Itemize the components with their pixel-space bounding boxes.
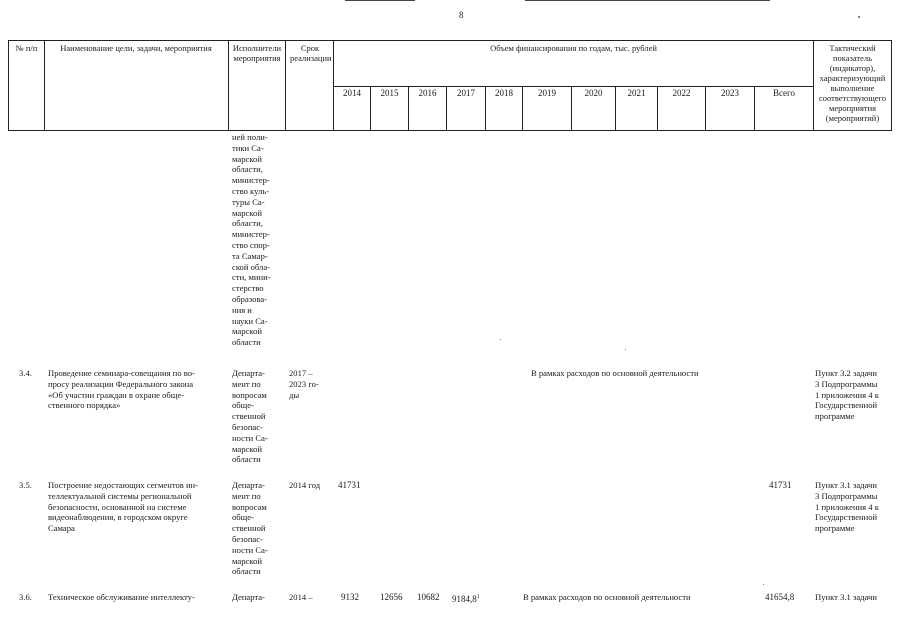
text-line: ности Са- bbox=[232, 432, 268, 443]
text-line: 3 Подпрограммы bbox=[815, 378, 878, 389]
row-executor bbox=[232, 480, 286, 577]
text-line: Пункт 3.2 задачи bbox=[815, 368, 877, 378]
text-line: ней поли- bbox=[232, 132, 268, 142]
footnote-mark: 1 bbox=[476, 594, 480, 600]
value-total: 41731 bbox=[769, 480, 792, 490]
text-line: обще- bbox=[232, 512, 254, 523]
text-line: мент по bbox=[232, 490, 261, 501]
text-line: «Об участии граждан в охране обще- bbox=[48, 389, 185, 400]
text-line: науки Са- bbox=[232, 315, 268, 326]
text-line: ственной bbox=[232, 411, 266, 422]
text-line: видеонаблюдения, в городском округе bbox=[48, 512, 188, 523]
text-line: ственной bbox=[232, 523, 266, 534]
row-indicator bbox=[815, 368, 893, 422]
text-line: ния и bbox=[232, 304, 252, 315]
text-line: ды bbox=[289, 389, 300, 400]
year-total: Всего bbox=[772, 88, 796, 98]
text-line: безопас- bbox=[232, 533, 263, 544]
text-line: марской bbox=[232, 153, 262, 164]
text-line: ство спор- bbox=[232, 239, 270, 250]
row-number: 3.6. bbox=[19, 592, 32, 602]
header-finance: Объем финансирования по годам, тыс. рублей bbox=[490, 43, 657, 53]
row-indicator bbox=[815, 480, 893, 534]
text-line: 1 приложения 4 к bbox=[815, 389, 879, 400]
year-2016: 2016 bbox=[418, 88, 437, 98]
row-name bbox=[48, 480, 228, 534]
value-2014: 41731 bbox=[338, 480, 361, 490]
page-number: 8 bbox=[459, 10, 464, 20]
text-line: туры Са- bbox=[232, 196, 265, 207]
text-line: марской bbox=[232, 443, 262, 454]
executor-continuation bbox=[232, 132, 286, 348]
row-number: 3.5. bbox=[19, 480, 32, 490]
finance-note: В рамках расходов по основной деятельности bbox=[531, 368, 699, 378]
value-2016: 10682 bbox=[417, 592, 440, 602]
header-indicator: Тактический показатель (индикатор), характеризующий выполнение соответствующего мероприятия (мероприятий) bbox=[818, 43, 887, 123]
row-term bbox=[289, 368, 333, 400]
text-line: Государственной bbox=[815, 512, 878, 523]
row-executor bbox=[232, 368, 286, 465]
text-line: марской bbox=[232, 326, 262, 337]
text-line: области bbox=[232, 337, 261, 348]
text-line: просу реализации Федерального закона bbox=[48, 378, 194, 389]
text-line: безопас- bbox=[232, 421, 263, 432]
text-line: Самара bbox=[48, 523, 75, 534]
row-indicator: Пункт 3.1 задачи bbox=[815, 592, 877, 602]
text-line: ности Са- bbox=[232, 544, 268, 555]
row-name: Техническое обслуживание интеллекту- bbox=[48, 592, 195, 602]
row-number: 3.4. bbox=[19, 368, 32, 378]
text-line: Проведение семинара-совещания по во- bbox=[48, 368, 195, 378]
header-executor: Исполнители мероприятия bbox=[232, 43, 282, 63]
header-name: Наименование цели, задачи, мероприятия bbox=[60, 43, 212, 53]
text-line: стерство bbox=[232, 283, 264, 294]
value-text: 9184,8 bbox=[452, 594, 477, 604]
text-line: марской bbox=[232, 207, 262, 218]
text-line: области bbox=[232, 566, 261, 577]
text-line: Пункт 3.1 задачи bbox=[815, 480, 877, 490]
text-line: программе bbox=[815, 411, 855, 422]
text-line: области, bbox=[232, 164, 263, 175]
text-line: министер- bbox=[232, 175, 270, 186]
text-line: ственного порядка» bbox=[48, 400, 121, 411]
text-line: Государственной bbox=[815, 400, 878, 411]
text-line: образова- bbox=[232, 293, 268, 304]
text-line: вопросам bbox=[232, 389, 267, 400]
text-line: 1 приложения 4 к bbox=[815, 501, 879, 512]
year-2018: 2018 bbox=[495, 88, 513, 98]
header-num: № п/п bbox=[15, 43, 38, 53]
year-2021: 2021 bbox=[627, 88, 646, 98]
text-line: обще- bbox=[232, 400, 254, 411]
year-2017: 2017 bbox=[457, 88, 475, 98]
row-executor: Департа- bbox=[232, 592, 265, 602]
value-2017 bbox=[452, 592, 480, 605]
year-2020: 2020 bbox=[584, 88, 603, 98]
header-term: Срок реализации bbox=[290, 43, 332, 63]
text-line: та Самар- bbox=[232, 250, 268, 261]
row-term: 2014 – bbox=[289, 592, 313, 602]
text-line: Департа- bbox=[232, 368, 265, 378]
text-line: программе bbox=[815, 523, 855, 534]
text-line: ской обла- bbox=[232, 261, 271, 272]
row-name bbox=[48, 368, 228, 411]
value-total: 41654,8 bbox=[765, 592, 795, 602]
text-line: 2017 – bbox=[289, 368, 313, 378]
text-line: сти, мини- bbox=[232, 272, 271, 283]
text-line: области, bbox=[232, 218, 263, 229]
year-2015: 2015 bbox=[380, 88, 399, 98]
value-2015: 12656 bbox=[380, 592, 403, 602]
text-line: ство куль- bbox=[232, 185, 270, 196]
year-2022: 2022 bbox=[672, 88, 691, 98]
text-line: мент по bbox=[232, 378, 261, 389]
text-line: министер- bbox=[232, 229, 270, 240]
year-2014: 2014 bbox=[343, 88, 361, 98]
text-line: безопасности, основанной на системе bbox=[48, 501, 187, 512]
year-2023: 2023 bbox=[721, 88, 739, 98]
row-term: 2014 год bbox=[289, 480, 321, 490]
value-2014: 9132 bbox=[341, 592, 359, 602]
text-line: 3 Подпрограммы bbox=[815, 490, 878, 501]
text-line: тики Са- bbox=[232, 142, 264, 153]
finance-note: В рамках расходов по основной деятельности bbox=[523, 592, 691, 602]
text-line: теллектуальной системы региональной bbox=[48, 490, 192, 501]
text-line: вопросам bbox=[232, 501, 267, 512]
year-2019: 2019 bbox=[538, 88, 556, 98]
text-line: марской bbox=[232, 555, 262, 566]
text-line: 2023 го- bbox=[289, 378, 319, 389]
text-line: области bbox=[232, 454, 261, 465]
text-line: Построение недостающих сегментов ин- bbox=[48, 480, 199, 490]
text-line: Департа- bbox=[232, 480, 265, 490]
